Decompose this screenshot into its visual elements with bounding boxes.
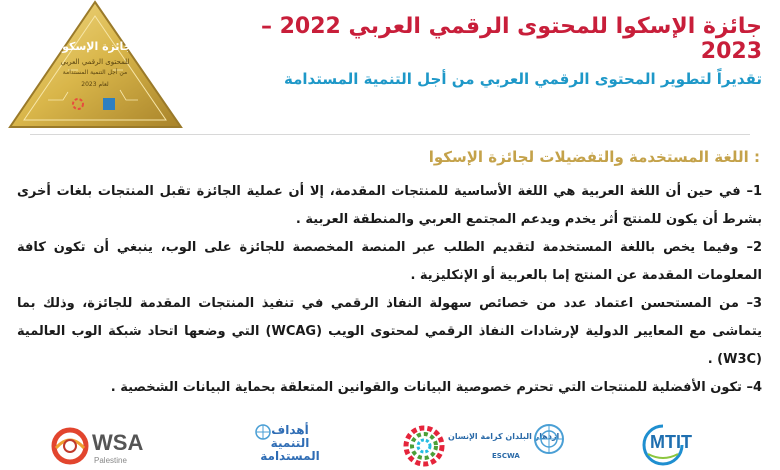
- award-line1: جائزة الإسكوا: [58, 40, 132, 53]
- wsa-subtitle: Palestine: [94, 456, 127, 465]
- header-divider: [30, 134, 750, 135]
- sdg-wheel-icon: [402, 424, 446, 468]
- wsa-logo: [50, 424, 180, 470]
- award-line2: للمحتوى الرقمي العربي: [60, 58, 130, 66]
- page-title: جائزة الإسكوا للمحتوى الرقمي العربي 2022 – 2023: [260, 14, 762, 64]
- award-year: لعام 2023: [81, 81, 109, 88]
- rule-paragraph-1: 1– في حين أن اللغة العربية هي اللغة الأساسية للمنتجات المقدمة، إلا أن عملية الجائزة تقبل المنتجات بلغات أخرى بشرط أن يكون للمنتج أثر يخدم ويدعم المجتمع العربي والمنطقة العربية .: [17, 184, 762, 227]
- award-badge: [8, 0, 183, 128]
- escwa-name: ESCWA: [492, 452, 520, 460]
- sdg-line2: التنمية: [270, 436, 310, 450]
- un-emblem-icon: [255, 424, 271, 440]
- rule-paragraph-3: 3– من المستحسن اعتماد عدد من خصائص سهولة النفاذ الرقمي في تنفيذ المنتجات المقدمة للجائزة، وذلك بما يتماشى مع المعايير الدولية لإرشادات النفاذ الرقمي لمحتوى الويب (WCAG) التي وضعها اتحاد شبكة الوب العالمية (W3C) .: [17, 296, 763, 367]
- un-emblem-icon: [532, 422, 566, 456]
- sdg-line1: أهداف: [271, 423, 309, 437]
- page-subtitle: تقديراً لتطوير المحتوى الرقمي العربي من أجل التنمية المستدامة: [284, 70, 762, 88]
- wsa-globe-icon: [50, 426, 90, 466]
- mtit-logo: [640, 420, 760, 470]
- wsa-name: WSA: [92, 430, 144, 455]
- sdg-line3: المستدامة: [260, 449, 320, 463]
- rule-paragraph-2: 2– وفيما يخص باللغة المستخدمة لتقديم الطلب عبر المنصة المخصصة للجائزة على الوب، ينبغي أن تكون كافة المعلومات المقدمة عن المنتج إما بالعربية أو الإنكليزية .: [17, 240, 762, 283]
- escwa-logo: [402, 422, 572, 470]
- award-line3: من أجل التنمية المستدامة: [62, 69, 128, 76]
- sdg-logo: [255, 422, 325, 470]
- partner-logos: [0, 418, 780, 470]
- rules-body: [17, 178, 762, 402]
- mtit-name: MTIT: [650, 432, 692, 452]
- rule-paragraph-4: 4– تكون الأفضلية للمنتجات التي تحترم خصوصية البيانات والقوانين المتعلقة بحماية البيانات الشخصية .: [110, 380, 762, 395]
- section-heading: اللغة المستخدمة والتفضيلات لجائزة الإسكوا :: [428, 148, 760, 166]
- escwa-slogan: ازدهار البلدان كرامة الإنسان: [448, 432, 560, 441]
- award-triangle-icon: [8, 0, 183, 128]
